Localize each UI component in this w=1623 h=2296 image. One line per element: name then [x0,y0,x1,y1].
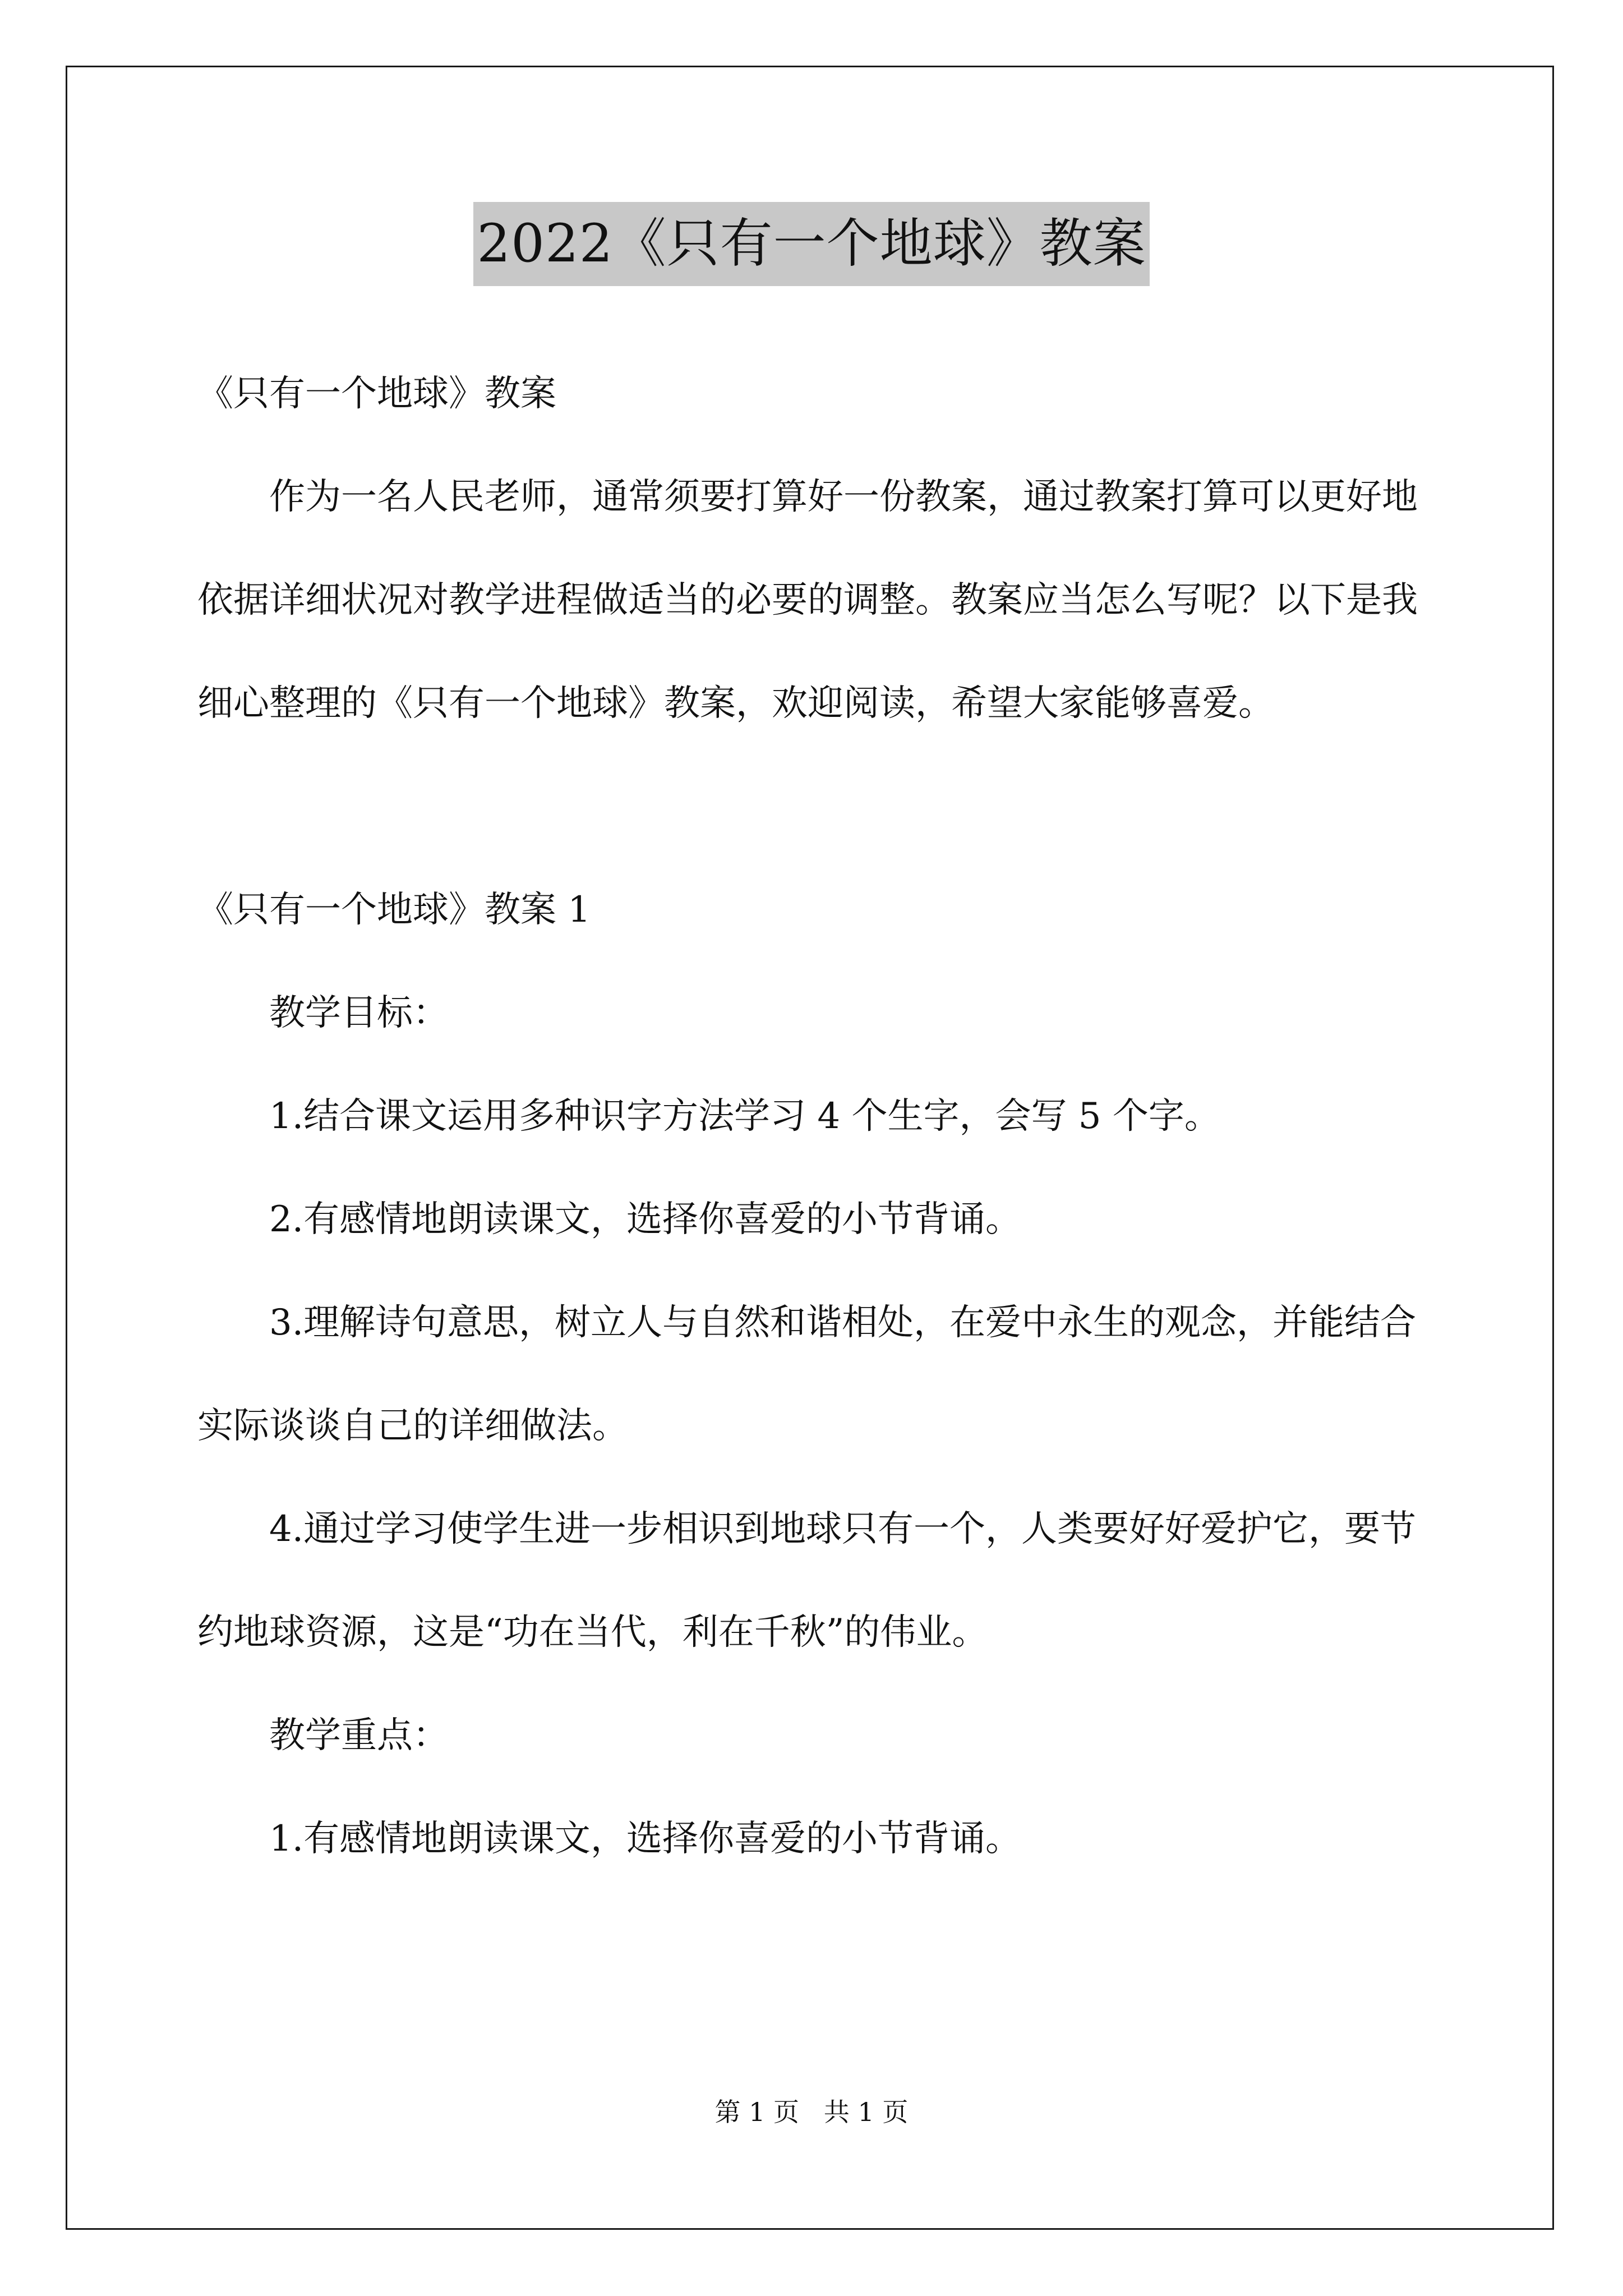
page-footer: 第 1 页 共 1 页 [714,2097,909,2127]
intro-paragraph: 作为一名人民老师，通常须要打算好一份教案，通过教案打算可以更好地依据详细状况对教学进程做适当的必要的调整。教案应当怎么写呢？以下是我细心整理的《只有一个地球》教案，欢迎阅读，希望大家能够喜爱。 [197,476,1418,724]
title-block [0,202,1623,286]
document-subtitle: 《只有一个地球》教案 [197,373,556,415]
key-point-item: 1.有感情地朗读课文，选择你喜爱的小节背诵。 [269,1818,1022,1860]
section-heading: 《只有一个地球》教案 1 [197,889,591,931]
document-body [197,342,1426,1890]
goals-heading: 教学目标： [269,992,449,1034]
key-points-heading: 教学重点： [269,1715,449,1756]
goal-item: 1.结合课文运用多种识字方法学习 4 个生字，会写 5 个字。 [269,1096,1220,1137]
goal-item: 2.有感情地朗读课文，选择你喜爱的小节背诵。 [269,1199,1022,1240]
goal-item: 4.通过学习使学生进一步相识到地球只有一个，人类要好好爱护它，要节约地球资源，这是“功在当代，利在千秋”的伟业。 [197,1508,1417,1653]
document-title: 2022《只有一个地球》教案 [473,202,1149,286]
paragraph-gap [197,755,1426,858]
goal-item: 3.理解诗句意思，树立人与自然和谐相处，在爱中永生的观念，并能结合实际谈谈自己的详细做法。 [197,1302,1417,1447]
